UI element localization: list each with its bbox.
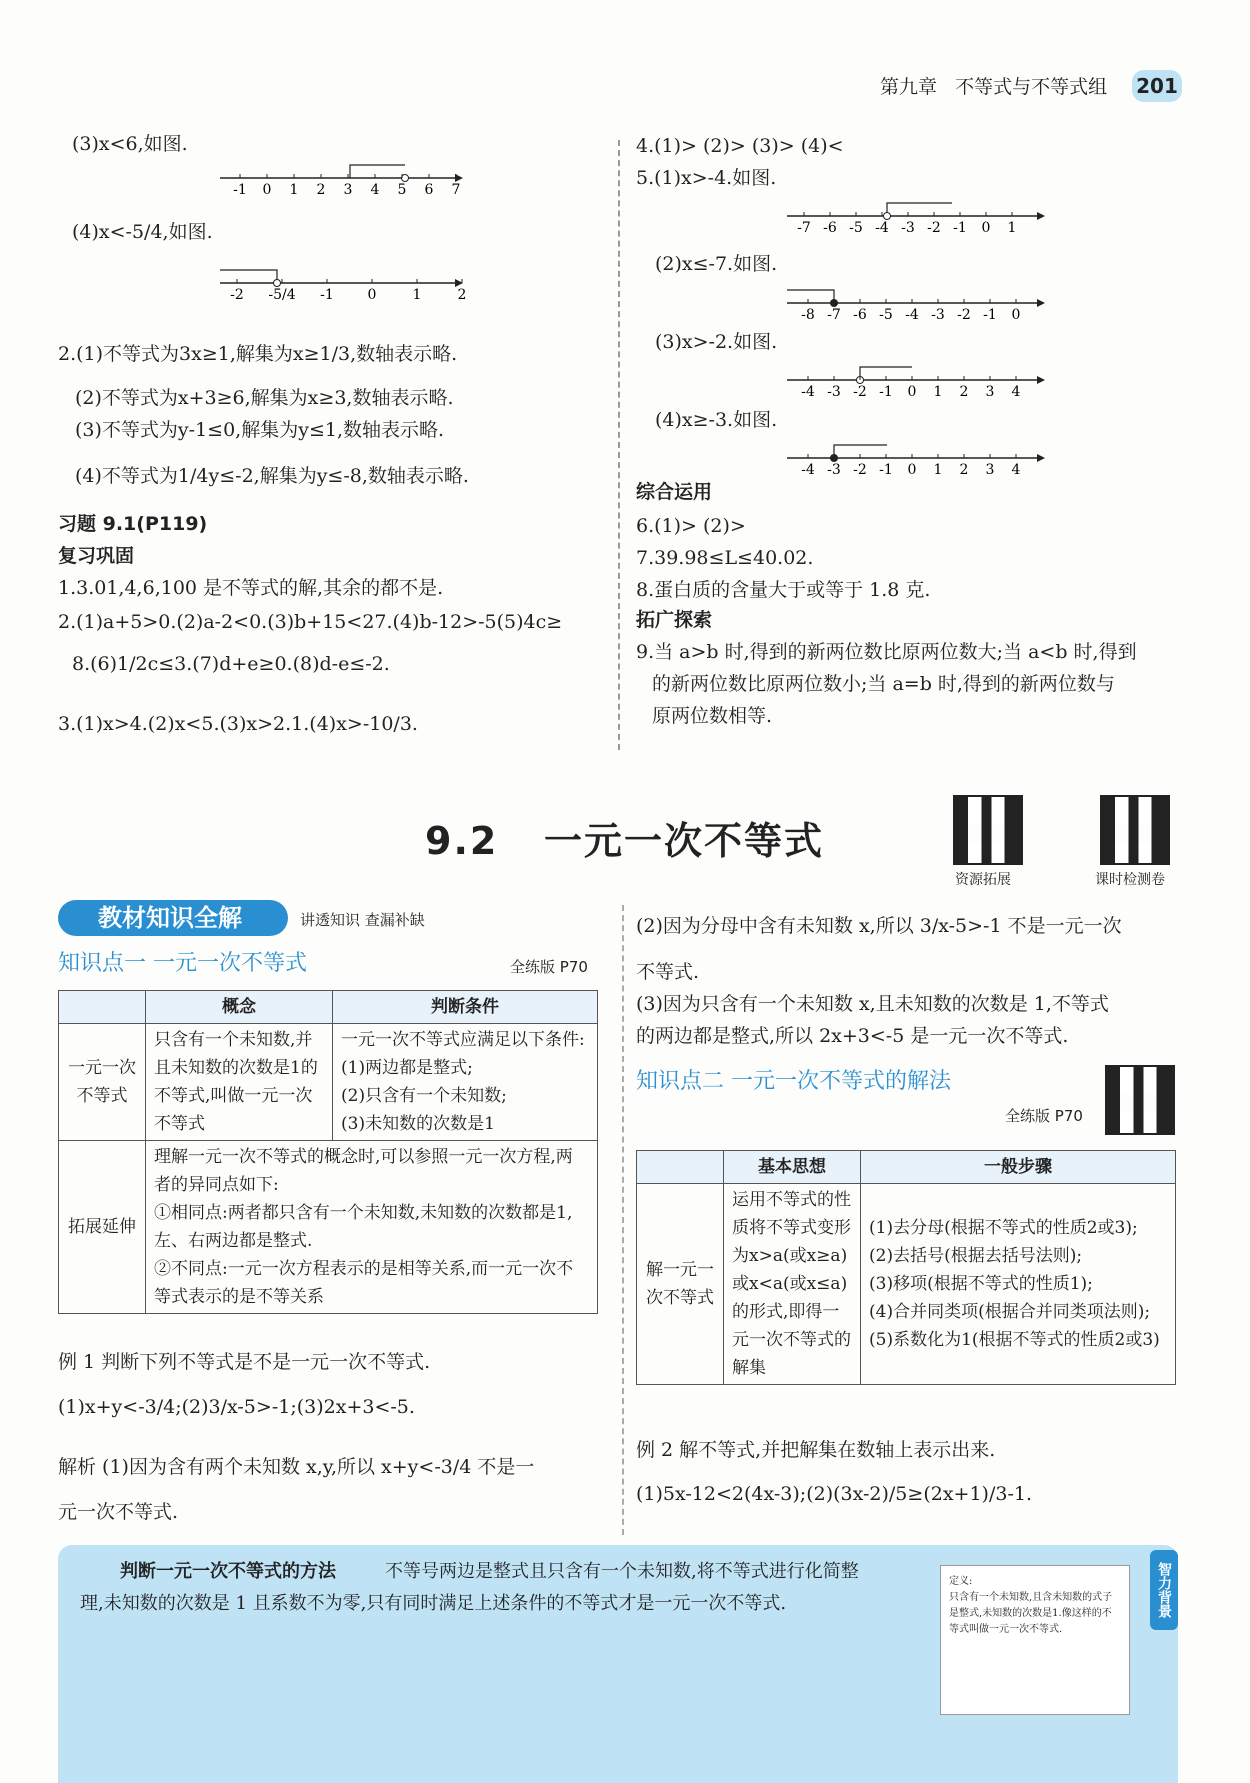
tick-label: 3 — [985, 384, 995, 400]
answer-line: 3.(1)x>4.(2)x<5.(3)x>2.1.(4)x>-10/3. — [58, 713, 418, 735]
tick-label: 0 — [981, 220, 991, 236]
tick-label: -2 — [957, 307, 971, 323]
table-cell — [861, 1184, 1176, 1385]
tick-label: 0 — [907, 384, 917, 400]
condition-text: (2)只含有一个未知数; — [341, 1086, 507, 1106]
side-tab: 智力背景 — [1150, 1550, 1178, 1630]
answer-line: 5.(1)x>-4.如图. — [636, 167, 777, 189]
qr-code-method[interactable] — [1105, 1065, 1175, 1135]
method-table — [636, 1150, 1176, 1385]
tick-label: -1 — [983, 307, 997, 323]
card-text: 只含有一个未知数,且含未知数的式子是整式,未知数的次数是1.像这样的不等式叫做一元一次不等式. — [949, 1592, 1113, 1635]
answer-line: (3)x<6,如图. — [72, 133, 188, 155]
tick-label: -6 — [823, 220, 837, 236]
qr-label: 资源拓展 — [955, 872, 1011, 888]
table-header: 基本思想 — [724, 1151, 861, 1184]
table-corner — [637, 1151, 724, 1184]
answer-line: 4.(1)> (2)> (3)> (4)< — [636, 135, 844, 157]
reference-label: 全练版 P70 — [510, 958, 588, 976]
step-text: (2)去括号(根据去括号法则); — [869, 1246, 1083, 1266]
answer-line: 7.39.98≤L≤40.02. — [636, 547, 814, 569]
tick-label: -2 — [853, 462, 867, 478]
banner-title: 教材知识全解 — [98, 904, 242, 932]
extension-text: 理解一元一次不等式的概念时,可以参照一元一次方程,两者的异同点如下: — [154, 1147, 573, 1195]
tick-label: 0 — [262, 182, 272, 198]
table-cell: 只含有一个未知数,并且未知数的次数是1的不等式,叫做一元一次不等式 — [146, 1024, 333, 1141]
tick-label: 2 — [316, 182, 326, 198]
definition-card — [940, 1565, 1130, 1715]
example-2-items: (1)5x-12<2(4x-3);(2)(3x-2)/5≥(2x+1)/3-1. — [636, 1483, 1032, 1505]
example-2: 例 2 解不等式,并把解集在数轴上表示出来. — [636, 1439, 996, 1461]
example-1: 例 1 判断下列不等式是不是一元一次不等式. — [58, 1351, 431, 1373]
answer-line: (2)x≤-7.如图. — [655, 253, 778, 275]
step-text: (3)移项(根据不等式的性质1); — [869, 1274, 1093, 1294]
exercise-heading: 习题 9.1(P119) — [58, 513, 208, 535]
answer-line: 6.(1)> (2)> — [636, 515, 746, 537]
tick-label: -4 — [801, 384, 815, 400]
tick-label: 3 — [985, 462, 995, 478]
answer-line: (4)x≥-3.如图. — [655, 409, 778, 431]
tick-label: 4 — [1011, 462, 1021, 478]
table-cell — [146, 1141, 598, 1314]
tick-label: 2 — [959, 384, 969, 400]
example-1-items: (1)x+y<-3/4;(2)3/x-5>-1;(3)2x+3<-5. — [58, 1396, 415, 1418]
solution-text: 不等式. — [636, 961, 700, 983]
tick-label: 1 — [933, 462, 943, 478]
tick-label: 7 — [451, 182, 461, 198]
tick-label: 4 — [370, 182, 380, 198]
tick-label: -1 — [320, 287, 334, 303]
answer-line: 8.蛋白质的含量大于或等于 1.8 克. — [636, 579, 931, 601]
answer-line: (3)不等式为y-1≤0,解集为y≤1,数轴表示略. — [75, 419, 445, 441]
knowledge-point-2: 知识点二 一元一次不等式的解法 — [636, 1069, 951, 1094]
step-text: (4)合并同类项(根据合并同类项法则); — [869, 1302, 1151, 1322]
number-line-1 — [215, 160, 465, 200]
tick-label: -4 — [801, 462, 815, 478]
tick-label: 2 — [959, 462, 969, 478]
tick-label: -3 — [931, 307, 945, 323]
number-line-5 — [782, 362, 1052, 402]
answer-line: (2)不等式为x+3≥6,解集为x≥3,数轴表示略. — [75, 387, 454, 409]
banner-subtitle: 讲透知识 查漏补缺 — [300, 911, 425, 929]
table-header: 一般步骤 — [861, 1151, 1176, 1184]
tick-label: 0 — [367, 287, 377, 303]
tick-label: 6 — [424, 182, 434, 198]
tick-label: -4 — [875, 220, 889, 236]
tick-label: -7 — [827, 307, 841, 323]
number-line-6 — [782, 440, 1052, 480]
tip-text: 理,未知数的次数是 1 且系数不为零,只有同时满足上述条件的不等式才是一元一次不等式. — [80, 1593, 787, 1614]
column-divider — [622, 905, 624, 1535]
tick-label: -1 — [879, 384, 893, 400]
table-header: 概念 — [146, 991, 333, 1024]
knowledge-point-1: 知识点一 一元一次不等式 — [58, 951, 307, 976]
condition-text: 一元一次不等式应满足以下条件:(1)两边都是整式; — [341, 1030, 585, 1078]
tick-label: -1 — [879, 462, 893, 478]
table-cell — [333, 1024, 598, 1141]
tick-label: -8 — [801, 307, 815, 323]
tick-label: 3 — [343, 182, 353, 198]
tick-label: -4 — [905, 307, 919, 323]
tick-label: -2 — [853, 384, 867, 400]
tick-label: -3 — [901, 220, 915, 236]
tick-label: 0 — [1011, 307, 1021, 323]
solution-text: (2)因为分母中含有未知数 x,所以 3/x-5>-1 不是一元一次 — [636, 915, 1122, 937]
tick-label: -5/4 — [268, 287, 296, 303]
tick-label: 1 — [289, 182, 299, 198]
answer-line: 1.3.01,4,6,100 是不等式的解,其余的都不是. — [58, 577, 444, 599]
tick-label: -1 — [953, 220, 967, 236]
qr-code-quiz[interactable] — [1100, 795, 1170, 865]
tick-label: -1 — [233, 182, 247, 198]
tick-label: 1 — [412, 287, 422, 303]
section-number: 9.2 — [425, 819, 499, 863]
extension-text: ①相同点:两者都只含有一个未知数,未知数的次数都是1,左、右两边都是整式. — [154, 1203, 573, 1251]
tick-label: -7 — [797, 220, 811, 236]
solution-text: 的两边都是整式,所以 2x+3<-5 是一元一次不等式. — [636, 1025, 1069, 1047]
tip-title: 判断一元一次不等式的方法 — [120, 1561, 336, 1582]
tick-label: 4 — [1011, 384, 1021, 400]
chapter-header — [880, 72, 1107, 99]
answer-line: (4)不等式为1/4y≤-2,解集为y≤-8,数轴表示略. — [75, 465, 469, 487]
tick-label: 1 — [1007, 220, 1017, 236]
qr-label: 课时检测卷 — [1095, 872, 1165, 888]
chapter-title: 不等式与不等式组 — [955, 76, 1108, 98]
row-label: 解一元一次不等式 — [637, 1184, 724, 1385]
step-text: (5)系数化为1(根据不等式的性质2或3) — [869, 1330, 1160, 1350]
number-line-2 — [215, 265, 465, 315]
row-label: 拓展延伸 — [59, 1141, 146, 1314]
section-title — [425, 810, 824, 865]
table-header: 判断条件 — [333, 991, 598, 1024]
concept-table — [58, 990, 598, 1314]
tick-label: -2 — [230, 287, 244, 303]
condition-text: (3)未知数的次数是1 — [341, 1114, 495, 1134]
tick-label: -3 — [827, 462, 841, 478]
solution-text: 元一次不等式. — [58, 1501, 179, 1523]
tick-label: -3 — [827, 384, 841, 400]
answer-line: 2.(1)不等式为3x≥1,解集为x≥1/3,数轴表示略. — [58, 343, 458, 365]
tick-label: 2 — [457, 287, 467, 303]
tick-label: 0 — [907, 462, 917, 478]
subsection-heading: 复习巩固 — [58, 545, 135, 567]
extension-text: ②不同点:一元一次方程表示的是相等关系,而一元一次不等式表示的是不等关系 — [154, 1259, 574, 1307]
number-line-3 — [782, 198, 1052, 238]
answer-line: 8.(6)1/2c≤3.(7)d+e≥0.(8)d-e≤-2. — [72, 653, 390, 675]
answer-line: 2.(1)a+5>0.(2)a-2<0.(3)b+15<27.(4)b-12>-5(5)4c≥ — [58, 611, 563, 633]
tip-text: 不等号两边是整式且只含有一个未知数,将不等式进行化简整 — [385, 1561, 859, 1582]
knowledge-banner — [58, 900, 288, 936]
answer-line: 原两位数相等. — [652, 705, 773, 727]
page-number: 201 — [1132, 70, 1182, 102]
tick-label: -6 — [853, 307, 867, 323]
answer-line: (4)x<-5/4,如图. — [72, 221, 213, 243]
tick-label: -5 — [849, 220, 863, 236]
tick-label: 1 — [933, 384, 943, 400]
subsection-heading: 拓广探索 — [636, 609, 713, 631]
reference-label: 全练版 P70 — [1005, 1107, 1083, 1125]
solution-text: 解析 (1)因为含有两个未知数 x,y,所以 x+y<-3/4 不是一 — [58, 1456, 535, 1478]
solution-text: (3)因为只含有一个未知数 x,且未知数的次数是 1,不等式 — [636, 993, 1109, 1015]
tick-label: 5 — [397, 182, 407, 198]
answer-line: 9.当 a>b 时,得到的新两位数比原两位数大;当 a<b 时,得到 — [636, 641, 1137, 663]
qr-code-resources[interactable] — [953, 795, 1023, 865]
row-label: 一元一次不等式 — [59, 1024, 146, 1141]
tick-label: -5 — [879, 307, 893, 323]
answer-line: (3)x>-2.如图. — [655, 331, 778, 353]
table-cell: 运用不等式的性质将不等式变形为x>a(或x≥a)或x<a(或x≤a)的形式,即得一元一次不等式的解集 — [724, 1184, 861, 1385]
number-line-4 — [782, 285, 1052, 325]
step-text: (1)去分母(根据不等式的性质2或3); — [869, 1218, 1138, 1238]
card-title: 定义: — [949, 1576, 973, 1587]
tick-label: -2 — [927, 220, 941, 236]
chapter-label: 第九章 — [880, 76, 938, 98]
subsection-heading: 综合运用 — [636, 481, 713, 503]
table-corner — [59, 991, 146, 1024]
section-name: 一元一次不等式 — [544, 819, 825, 863]
column-divider — [618, 140, 620, 750]
answer-line: 的新两位数比原两位数小;当 a=b 时,得到的新两位数与 — [652, 673, 1115, 695]
